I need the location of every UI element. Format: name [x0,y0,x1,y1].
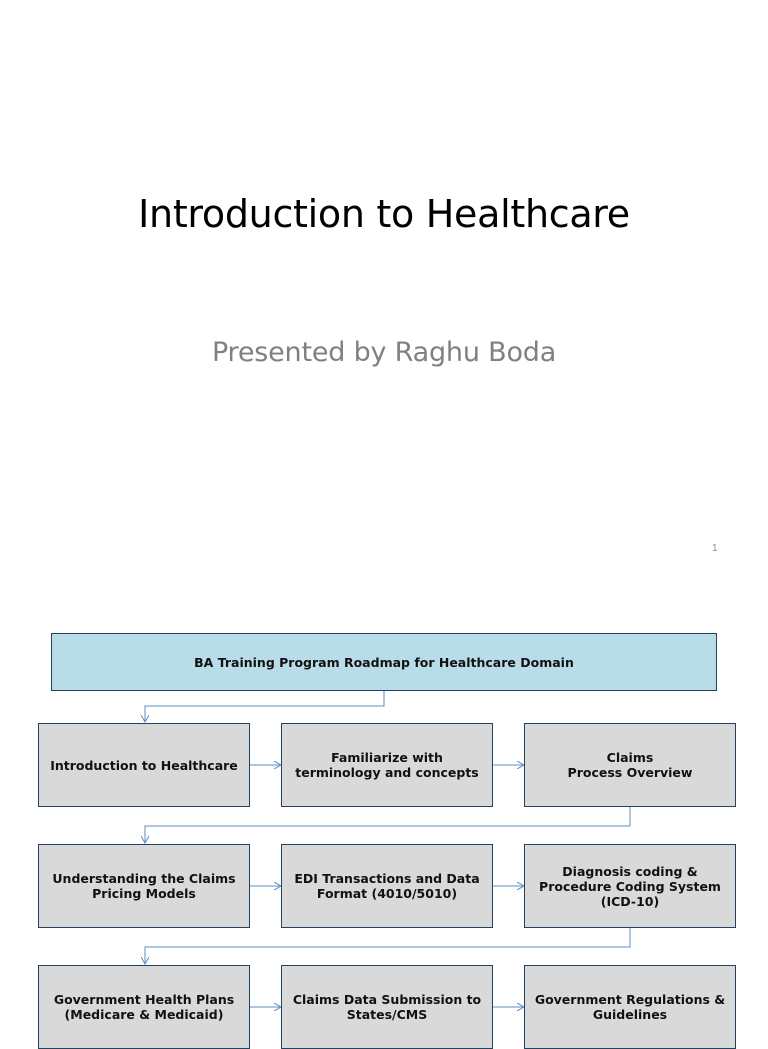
step-introduction: Introduction to Healthcare [38,723,250,807]
step-claims-submission: Claims Data Submission to States/CMS [281,965,493,1049]
step-terminology: Familiarize with terminology and concepts [281,723,493,807]
step-edi-transactions: EDI Transactions and Data Format (4010/5010) [281,844,493,928]
slide-title: Introduction to Healthcare [138,192,630,236]
step-claims-process: Claims Process Overview [524,723,736,807]
page-number: 1 [712,543,718,554]
step-pricing-models: Understanding the Claims Pricing Models [38,844,250,928]
connector-row2-row3 [145,928,630,964]
connector-header-row1 [145,691,384,722]
step-diagnosis-coding: Diagnosis coding & Procedure Coding System (ICD-10) [524,844,736,928]
slide-subtitle: Presented by Raghu Boda [211,337,557,368]
roadmap-header-box: BA Training Program Roadmap for Healthcare Domain [51,633,717,691]
connector-row1-row2 [145,807,630,843]
step-regulations: Government Regulations & Guidelines [524,965,736,1049]
step-government-plans: Government Health Plans (Medicare & Medicaid) [38,965,250,1049]
